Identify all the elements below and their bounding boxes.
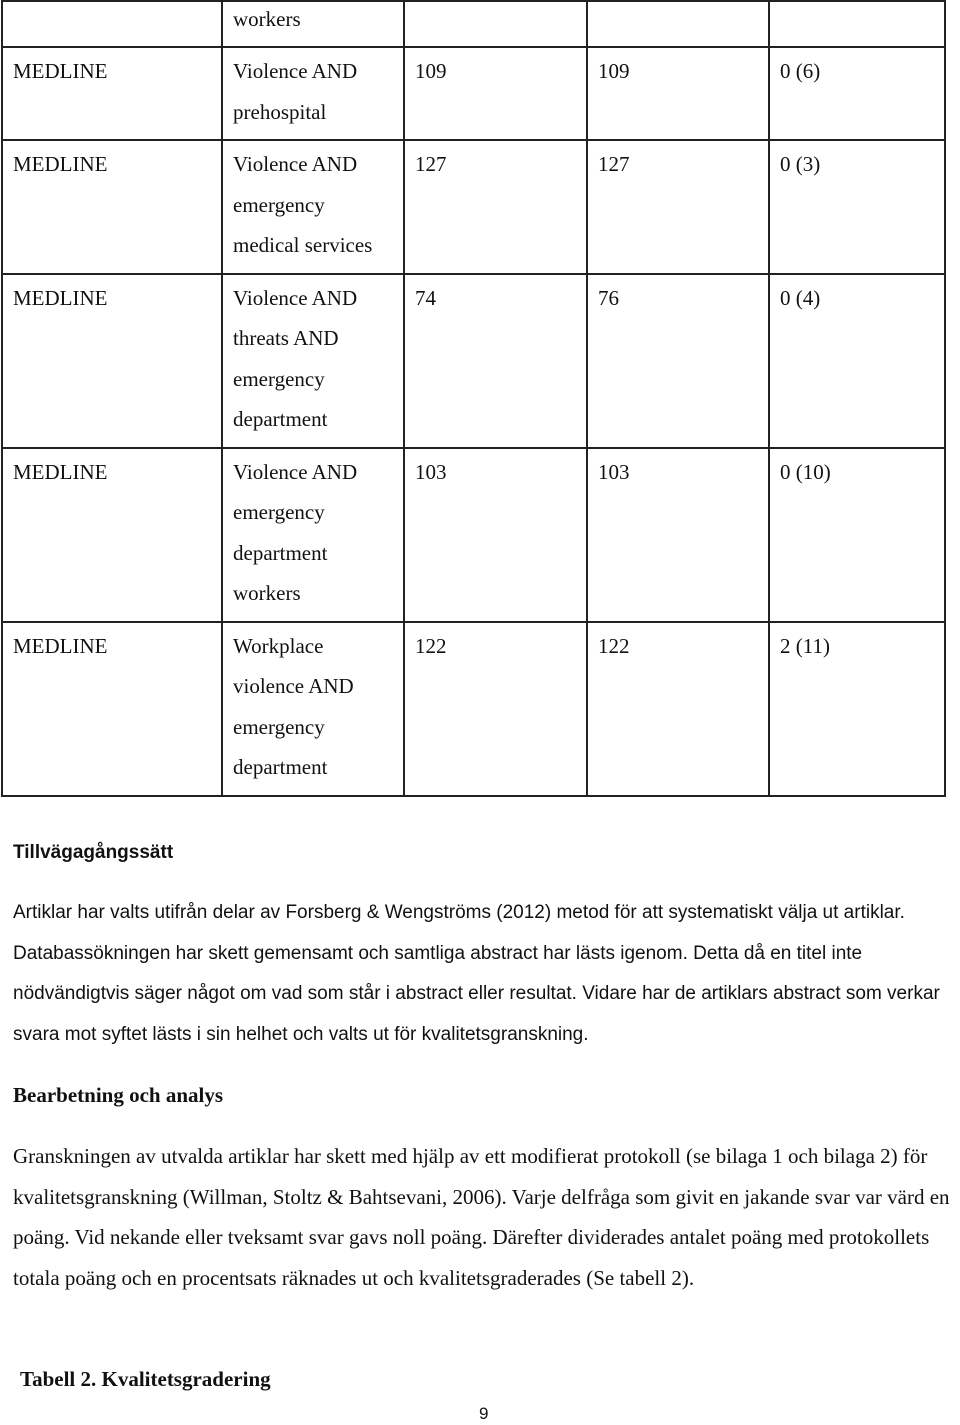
- read-cell: 122: [587, 622, 769, 796]
- hits-cell: [404, 1, 587, 47]
- table-row: [2, 47, 945, 140]
- table-row: [2, 448, 945, 622]
- section-paragraph-bearbetning: Granskningen av utvalda artiklar har skett med hjälp av ett modifierat protokoll (se bilaga 1 och bilaga 2) för kvalitetsgranskning (Willman, Stoltz & Bahtsevani, 2006). Varje delfråga som givit en jakande svar var värd en poäng. Vid nekande eller tveksamt svar gavs noll poäng. Därefter dividerades antalet poäng med protokollets totala poäng och en procentsats räknades ut och kvalitetsgraderades (Se tabell 2).: [13, 1144, 950, 1290]
- search-terms-cell: Violence AND emergency medical services: [222, 140, 404, 274]
- hits-cell: 122: [404, 622, 587, 796]
- database-cell: MEDLINE: [2, 274, 222, 448]
- section-paragraph-tillvagagangssatt: Artiklar har valts utifrån delar av Forsberg & Wengströms (2012) metod för att systematiskt välja ut artiklar. Databassökningen har skett gemensamt och samtliga abstract har lästs igenom. Detta då en titel inte nödvändigtvis säger något om vad som står i abstract eller resultat. Vidare har de artiklars abstract som verkar svara mot syftet lästs i sin helhet och valts ut för kvalitetsgranskning.: [13, 902, 940, 1045]
- section-heading-tillvagagangssatt: Tillvägagångssätt: [13, 842, 174, 863]
- database-cell: [2, 1, 222, 47]
- database-cell: MEDLINE: [2, 448, 222, 622]
- table-row: [2, 622, 945, 796]
- search-terms-cell: Workplace violence AND emergency department: [222, 622, 404, 796]
- selected-cell: 0 (6): [769, 47, 945, 140]
- table-caption: Tabell 2. Kvalitetsgradering: [20, 1367, 271, 1391]
- hits-cell: 127: [404, 140, 587, 274]
- database-cell: MEDLINE: [2, 47, 222, 140]
- database-cell: MEDLINE: [2, 622, 222, 796]
- read-cell: 127: [587, 140, 769, 274]
- search-terms-cell: Violence AND prehospital: [222, 47, 404, 140]
- selected-cell: 2 (11): [769, 622, 945, 796]
- selected-cell: 0 (4): [769, 274, 945, 448]
- table-row: [2, 274, 945, 448]
- search-terms-cell: Violence AND emergency department workers: [222, 448, 404, 622]
- table-row: [2, 140, 945, 274]
- hits-cell: 103: [404, 448, 587, 622]
- read-cell: [587, 1, 769, 47]
- database-cell: MEDLINE: [2, 140, 222, 274]
- page-number: 9: [479, 1404, 489, 1423]
- selected-cell: [769, 1, 945, 47]
- search-terms-cell: workers: [222, 1, 404, 47]
- search-terms-cell: Violence AND threats AND emergency department: [222, 274, 404, 448]
- hits-cell: 74: [404, 274, 587, 448]
- table-row: [2, 1, 945, 47]
- read-cell: 103: [587, 448, 769, 622]
- read-cell: 109: [587, 47, 769, 140]
- hits-cell: 109: [404, 47, 587, 140]
- read-cell: 76: [587, 274, 769, 448]
- search-results-table: [1, 0, 946, 797]
- selected-cell: 0 (10): [769, 448, 945, 622]
- section-heading-bearbetning: Bearbetning och analys: [13, 1083, 224, 1107]
- selected-cell: 0 (3): [769, 140, 945, 274]
